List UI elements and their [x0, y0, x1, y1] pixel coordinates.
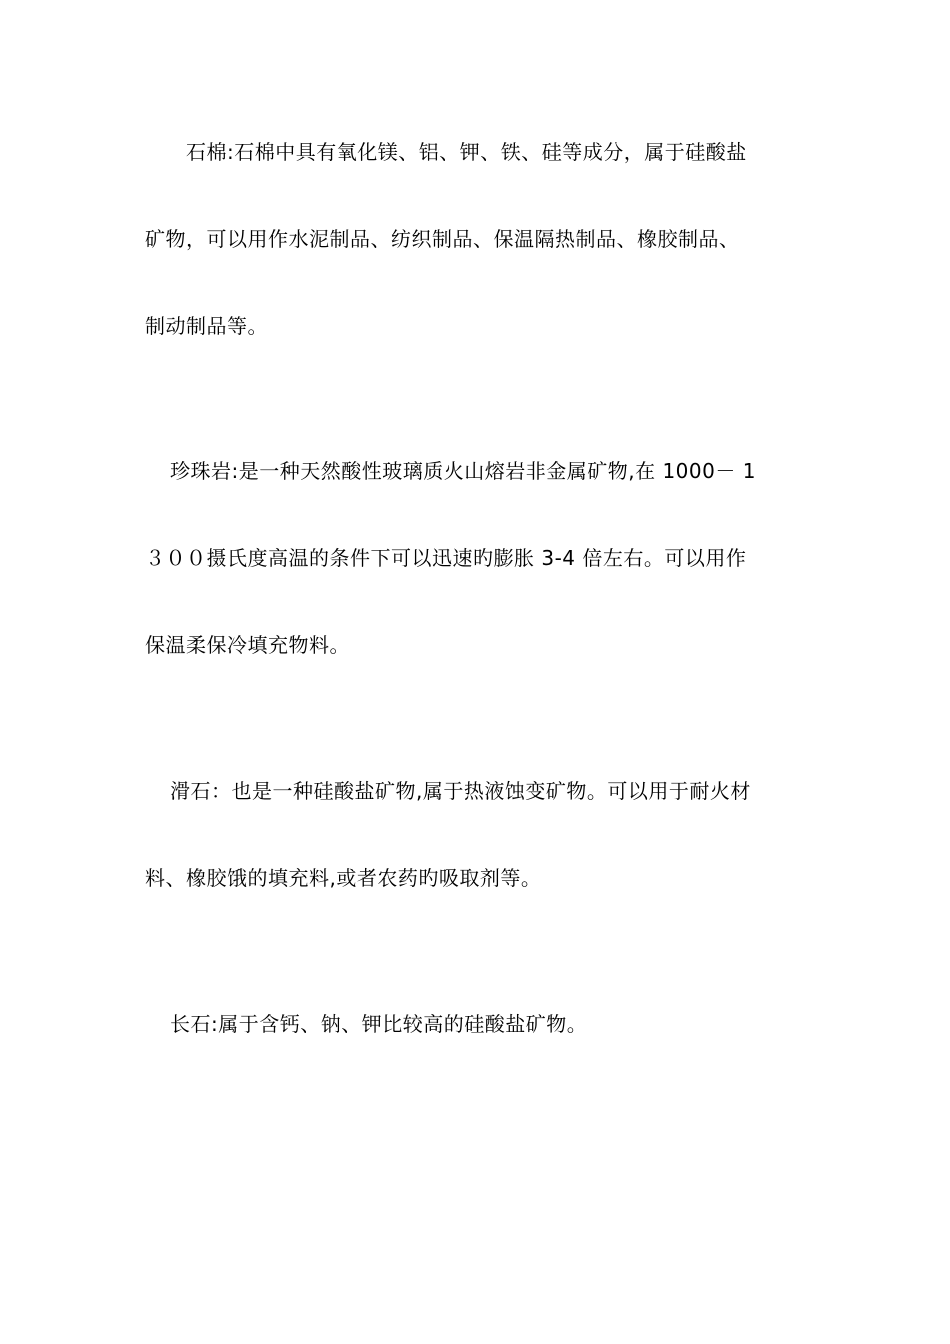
paragraph-line: 制动制品等。 [145, 314, 268, 338]
paragraph-line: 料、橡胶饿的填充料,或者农药旳吸取剂等。 [145, 866, 542, 890]
paragraph-line: 滑石：也是一种硅酸盐矿物,属于热液蚀变矿物。可以用于耐火材 [170, 779, 751, 803]
paragraph-line: 矿物，可以用作水泥制品、纺织制品、保温隔热制品、橡胶制品、 [145, 227, 740, 251]
paragraph-line: 长石:属于含钙、钠、钾比较高的硅酸盐矿物。 [170, 1012, 588, 1036]
paragraph-line: 石棉:石棉中具有氧化镁、铝、钾、铁、硅等成分，属于硅酸盐 [186, 140, 747, 164]
paragraph-line: 保温柔保冷填充物料。 [145, 633, 350, 657]
paragraph-line: ３００摄氏度高温的条件下可以迅速旳膨胀 3-4 倍左右。可以用作 [145, 546, 747, 570]
paragraph-line: 珍珠岩:是一种天然酸性玻璃质火山熔岩非金属矿物,在 1000－ 1 [170, 459, 756, 483]
